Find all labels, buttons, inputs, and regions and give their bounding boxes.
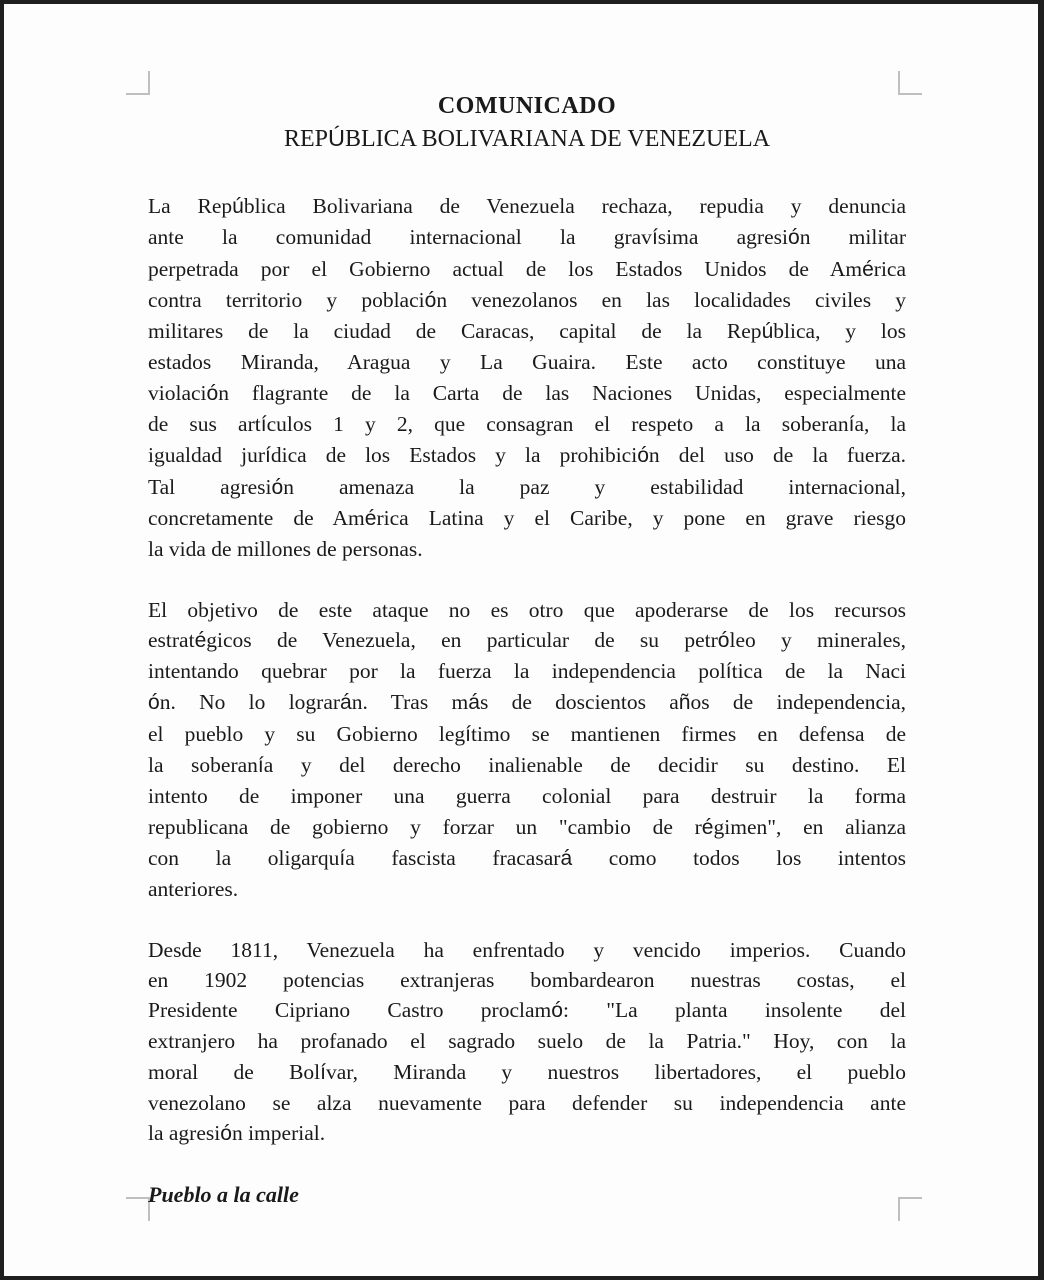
text-line: el pueblo y su Gobierno legítimo se mantienen firmes en defensa de — [148, 721, 906, 746]
text-line: violación flagrante de la Carta de las Naciones Unidas, especialmente — [148, 380, 906, 405]
paragraph — [148, 935, 906, 1150]
text-line: en 1902 potencias extranjeras bombardearon nuestras costas, el — [148, 967, 906, 992]
text-line: la agresión imperial. — [148, 1121, 326, 1146]
document-title: COMUNICADO — [437, 93, 617, 119]
crop-mark-top-left — [126, 71, 150, 95]
text-line: extranjero ha profanado el sagrado suelo de la Patria." Hoy, con la — [148, 1029, 906, 1054]
text-line: anteriores. — [148, 877, 239, 902]
text-line: venezolano se alza nuevamente para defender su independencia ante — [148, 1091, 906, 1116]
text-line: la vida de millones de personas. — [148, 537, 423, 562]
closing-slogan: Pueblo a la calle — [148, 1181, 299, 1207]
text-line: ón. No lo lograrán. Tras más de doscientos años de independencia, — [148, 690, 906, 715]
document-subtitle: REPÚBLICA BOLIVARIANA DE VENEZUELA — [283, 125, 771, 152]
text-line: Tal agresión amenaza la paz y estabilidad internacional, — [148, 474, 907, 499]
text-block — [148, 90, 906, 1210]
text-line: intento de imponer una guerra colonial para destruir la forma — [148, 784, 906, 809]
text-line: perpetrada por el Gobierno actual de los Estados Unidos de América — [148, 256, 906, 281]
paragraph — [148, 191, 906, 565]
text-line: igualdad jurídica de los Estados y la prohibición del uso de la fuerza. — [148, 443, 907, 468]
text-line: concretamente de América Latina y el Caribe, y pone en grave riesgo — [148, 505, 906, 530]
text-line: El objetivo de este ataque no es otro que apoderarse de los recursos — [148, 597, 906, 622]
text-line: intentando quebrar por la fuerza la independencia política de la Naci — [148, 659, 907, 684]
text-line: ante la comunidad internacional la gravísima agresión militar — [148, 225, 906, 250]
text-line: estados Miranda, Aragua y La Guaira. Este acto constituye una — [148, 350, 906, 375]
text-line: la soberanía y del derecho inalienable de decidir su destino. El — [148, 753, 906, 778]
text-line: contra territorio y población venezolanos en las localidades civiles y — [148, 287, 906, 312]
text-line: La República Bolivariana de Venezuela rechaza, repudia y denuncia — [148, 194, 906, 218]
text-line: con la oligarquía fascista fracasará como todos los intentos — [148, 845, 907, 870]
text-line: estratégicos de Venezuela, en particular de su petróleo y minerales, — [148, 627, 906, 652]
paragraph — [148, 595, 906, 905]
document-body — [148, 191, 906, 1150]
text-line: de sus artículos 1 y 2, que consagran el respeto a la soberanía, la — [148, 412, 907, 437]
text-line: republicana de gobierno y forzar un "cambio de régimen", en alianza — [148, 814, 906, 839]
text-line: moral de Bolívar, Miranda y nuestros libertadores, el pueblo — [148, 1059, 906, 1084]
text-line: Presidente Cipriano Castro proclamó: "La planta insolente del — [148, 998, 907, 1023]
text-line: Desde 1811, Venezuela ha enfrentado y vencido imperios. Cuando — [148, 937, 906, 962]
crop-mark-bottom-left — [126, 1197, 150, 1221]
text-line: militares de la ciudad de Caracas, capital de la República, y los — [148, 319, 907, 344]
